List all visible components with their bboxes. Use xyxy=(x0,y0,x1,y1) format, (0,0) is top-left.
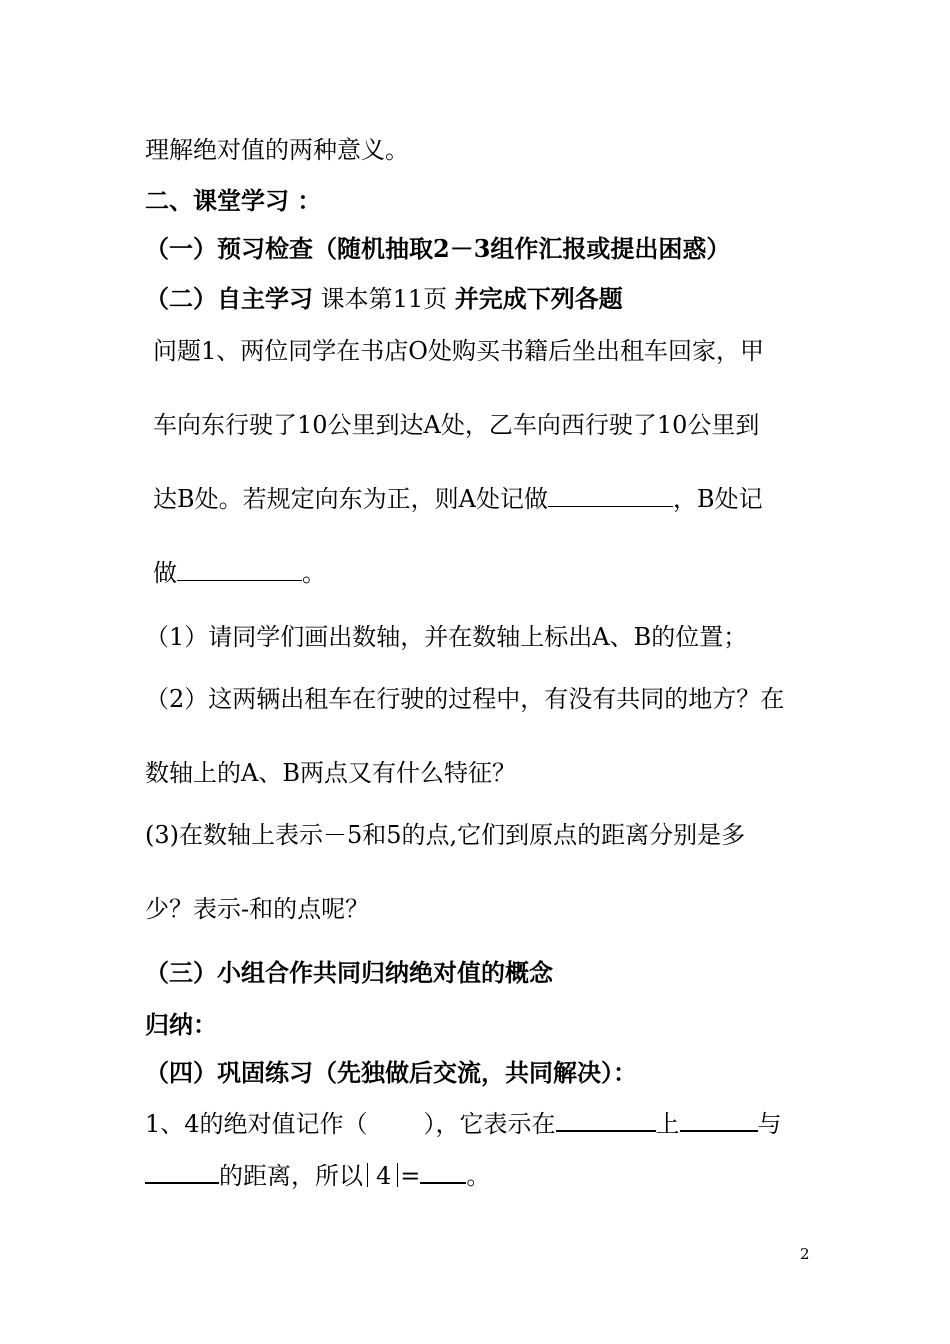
heading-self-study: （二）自主学习 课本第11页 并完成下列各题 xyxy=(145,284,623,313)
question-1-line-c: 达B处。若规定向东为正，则A处记做 ，B处记 xyxy=(153,485,763,513)
question-1-line-a: 问题1、两位同学在书店O处购买书籍后坐出租车回家，甲 xyxy=(153,337,764,365)
exercise-1-line-b: 的距离，所以 4 = 。 xyxy=(145,1160,490,1191)
heading-class-study: 二、课堂学习 ： xyxy=(145,186,322,215)
answer-blank-a[interactable] xyxy=(548,484,673,507)
heading-practice: （四）巩固练习（先独做后交流，共同解决）： xyxy=(145,1058,637,1087)
heading-preview-check: （一）预习检查（随机抽取2－3组作汇报或提出困惑） xyxy=(145,234,731,263)
answer-blank-f[interactable] xyxy=(420,1160,466,1184)
answer-blank-e[interactable] xyxy=(145,1160,219,1184)
question-1-line-d: 做 。 xyxy=(153,559,326,587)
sub-question-3-line-a: (3)在数轴上表示－5和5的点,它们到原点的距离分别是多 xyxy=(145,821,746,849)
sub-question-2-line-a: （2）这两辆出租车在行驶的过程中，有没有共同的地方？在 xyxy=(145,685,785,713)
sub-question-3-line-b: 少？表示-和的点呢？ xyxy=(145,895,370,923)
line-absolute-value-meaning: 理解绝对值的两种意义。 xyxy=(145,136,409,164)
sub-question-2-line-b: 数轴上的A、B两点又有什么特征？ xyxy=(145,759,516,787)
answer-blank-c[interactable] xyxy=(556,1108,656,1132)
page-number: 2 xyxy=(800,1245,810,1263)
heading-summary: 归纳： xyxy=(145,1010,217,1039)
question-1-line-b: 车向东行驶了10公里到达A处，乙车向西行驶了10公里到 xyxy=(153,411,760,439)
answer-blank-b[interactable] xyxy=(177,558,302,581)
heading-group-cooperation: （三）小组合作共同归纳绝对值的概念 xyxy=(145,958,553,987)
abs-bar-left xyxy=(367,1163,368,1187)
abs-bar-right xyxy=(397,1163,398,1187)
sub-question-1: （1）请同学们画出数轴，并在数轴上标出A、B的位置； xyxy=(145,623,748,651)
answer-blank-d[interactable] xyxy=(680,1108,758,1132)
exercise-1-line-a: 1、4的绝对值记作（ ），它表示在 上 与 xyxy=(145,1110,782,1138)
